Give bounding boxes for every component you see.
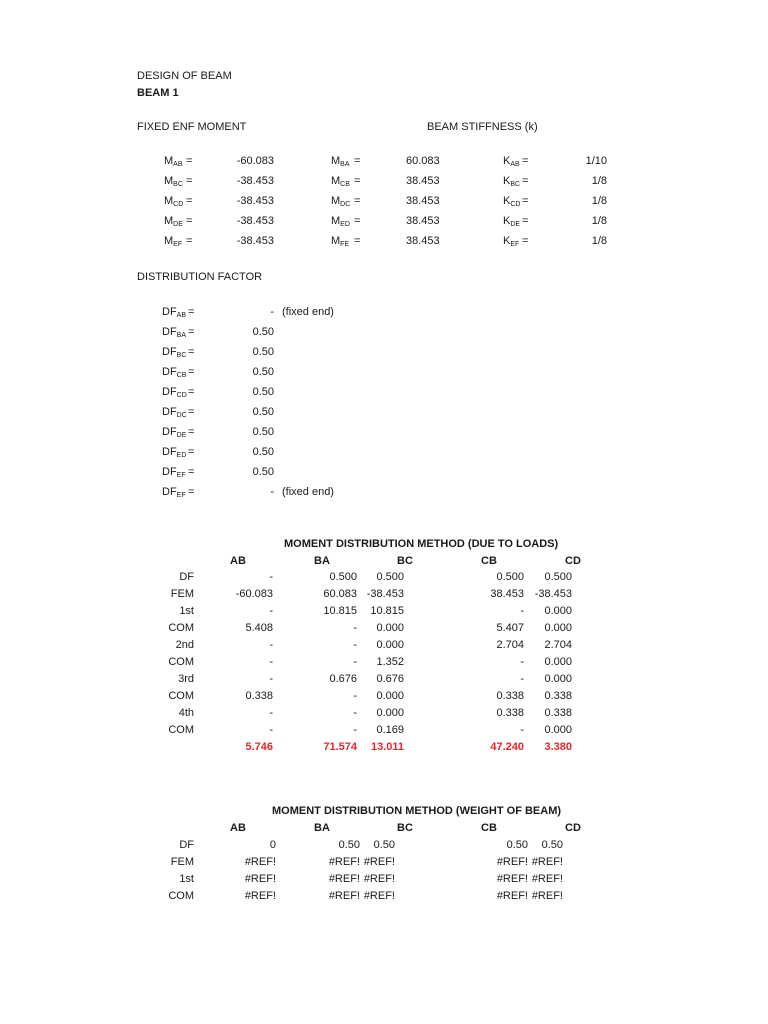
table-cell: 2.704 [544, 639, 572, 651]
table-cell: 5.407 [496, 622, 524, 634]
table-cell: -38.453 [366, 588, 404, 600]
stiffness-label: $K_{AB}$ [503, 155, 520, 168]
equals-sign: = [188, 326, 195, 338]
table-cell: - [520, 605, 524, 617]
stiffness-value: 1/8 [591, 175, 607, 187]
df-label: $DF_{AB}$ [162, 306, 187, 319]
fem-value: 38.453 [406, 235, 440, 247]
column-header: BA [314, 822, 330, 834]
equals-sign: = [188, 426, 195, 438]
table-cell: -60.083 [235, 588, 273, 600]
column-header: BC [397, 822, 413, 834]
table-cell: 0.000 [376, 690, 404, 702]
stiffness-value: 1/10 [585, 155, 607, 167]
table-cell: 0.000 [544, 673, 572, 685]
equals-sign: = [188, 446, 195, 458]
df-heading: DISTRIBUTION FACTOR [137, 271, 263, 283]
fem-label: $M_{ED}$ [331, 215, 350, 228]
table-cell: - [520, 724, 524, 736]
row-label: 4th [178, 707, 194, 719]
fem-value: -38.453 [236, 175, 274, 187]
equals-sign: = [186, 155, 193, 167]
row-label: COM [168, 724, 194, 736]
table-cell: - [353, 690, 357, 702]
table-cell: - [353, 656, 357, 668]
fem-value: 38.453 [406, 175, 440, 187]
fem-label: $M_{FE}$ [331, 235, 350, 248]
table-cell: 0.000 [376, 707, 404, 719]
table-cell: - [520, 673, 524, 685]
fem-label: $M_{BA}$ [331, 155, 350, 168]
table-cell: 0.676 [329, 673, 357, 685]
stiffness-value: 1/8 [591, 195, 607, 207]
df-label: $DF_{BC}$ [162, 346, 187, 359]
table-cell: #REF! [531, 873, 563, 885]
table-cell: - [269, 605, 273, 617]
df-note: (fixed end) [282, 486, 334, 498]
df-value: - [270, 486, 274, 498]
row-label: FEM [170, 856, 194, 868]
total-cell: 13.011 [370, 741, 404, 753]
table-cell: 0.000 [544, 622, 572, 634]
table-cell: #REF! [531, 890, 563, 902]
table-cell: - [269, 707, 273, 719]
equals-sign: = [354, 155, 361, 167]
df-value: 0.50 [252, 406, 274, 418]
table-cell: #REF! [244, 856, 276, 868]
equals-sign: = [354, 215, 361, 227]
table-cell: 0.50 [506, 839, 528, 851]
fem-value: 38.453 [406, 215, 440, 227]
table-cell: #REF! [496, 873, 528, 885]
df-value: 0.50 [252, 326, 274, 338]
mdm-loads-title: MOMENT DISTRIBUTION METHOD (DUE TO LOADS) [284, 538, 559, 550]
total-cell: 71.574 [323, 741, 357, 753]
equals-sign: = [186, 195, 193, 207]
df-value: 0.50 [252, 466, 274, 478]
df-value: 0.50 [252, 386, 274, 398]
row-label: DF [179, 839, 194, 851]
table-cell: - [353, 707, 357, 719]
table-cell: 0.000 [544, 605, 572, 617]
table-cell: 5.408 [245, 622, 273, 634]
df-value: 0.50 [252, 346, 274, 358]
fem-label: $M_{EF}$ [164, 235, 183, 248]
table-cell: #REF! [496, 890, 528, 902]
equals-sign: = [522, 155, 529, 167]
column-header: AB [230, 822, 246, 834]
table-cell: 0.500 [544, 571, 572, 583]
table-cell: 60.083 [323, 588, 357, 600]
row-label: FEM [170, 588, 194, 600]
fem-label: $M_{AB}$ [164, 155, 183, 168]
equals-sign: = [522, 215, 529, 227]
df-value: 0.50 [252, 366, 274, 378]
table-cell: 0.169 [376, 724, 404, 736]
table-cell: 0.000 [376, 622, 404, 634]
row-label: COM [168, 690, 194, 702]
fem-value: -38.453 [236, 235, 274, 247]
table-cell: 0.50 [373, 839, 395, 851]
table-cell: 0.500 [329, 571, 357, 583]
row-label: 3rd [178, 673, 194, 685]
mdm-weight-title: MOMENT DISTRIBUTION METHOD (WEIGHT OF BEAM) [272, 805, 562, 817]
fem-value: -38.453 [236, 215, 274, 227]
table-cell: 0.000 [376, 639, 404, 651]
table-cell: - [269, 673, 273, 685]
fem-label: $M_{DE}$ [164, 215, 183, 228]
equals-sign: = [188, 466, 195, 478]
df-label: $DF_{ED}$ [162, 446, 187, 459]
table-cell: - [353, 724, 357, 736]
total-cell: 47.240 [490, 741, 524, 753]
doc-subtitle: BEAM 1 [137, 87, 179, 99]
table-cell: 10.815 [370, 605, 404, 617]
table-cell: #REF! [328, 890, 360, 902]
table-cell: #REF! [496, 856, 528, 868]
table-cell: - [269, 724, 273, 736]
table-cell: 0.338 [496, 690, 524, 702]
table-cell: - [520, 656, 524, 668]
equals-sign: = [354, 235, 361, 247]
fem-label: $M_{DC}$ [331, 195, 351, 208]
table-cell: 0.676 [376, 673, 404, 685]
table-cell: #REF! [531, 856, 563, 868]
stiffness-label: $K_{DE}$ [503, 215, 521, 228]
table-cell: #REF! [363, 873, 395, 885]
df-label: $DF_{DC}$ [162, 406, 187, 419]
table-cell: 0.500 [376, 571, 404, 583]
stiffness-label: $K_{EF}$ [503, 235, 520, 248]
equals-sign: = [186, 175, 193, 187]
row-label: DF [179, 571, 194, 583]
table-cell: 0.338 [245, 690, 273, 702]
table-cell: 0.50 [541, 839, 563, 851]
total-cell: 3.380 [544, 741, 572, 753]
column-header: CD [565, 822, 581, 834]
df-label: $DF_{DE}$ [162, 426, 187, 439]
table-cell: 0.338 [544, 707, 572, 719]
column-header: BA [314, 555, 330, 567]
equals-sign: = [522, 195, 529, 207]
equals-sign: = [188, 346, 195, 358]
stiffness-heading: BEAM STIFFNESS (k) [427, 121, 538, 133]
fem-value: 60.083 [406, 155, 440, 167]
equals-sign: = [522, 175, 529, 187]
stiffness-label: $K_{BC}$ [503, 175, 521, 188]
table-cell: 10.815 [323, 605, 357, 617]
df-label: $DF_{CD}$ [162, 386, 187, 399]
df-label: $DF_{EF}$ [162, 486, 186, 499]
table-cell: 38.453 [490, 588, 524, 600]
fem-value: -38.453 [236, 195, 274, 207]
table-cell: 0.338 [496, 707, 524, 719]
row-label: COM [168, 656, 194, 668]
equals-sign: = [354, 175, 361, 187]
equals-sign: = [354, 195, 361, 207]
table-cell: #REF! [244, 873, 276, 885]
table-cell: 0.500 [496, 571, 524, 583]
column-header: CB [481, 555, 497, 567]
table-cell: - [353, 639, 357, 651]
row-label: 1st [179, 873, 194, 885]
df-label: $DF_{BA}$ [162, 326, 187, 339]
table-cell: #REF! [328, 873, 360, 885]
equals-sign: = [186, 215, 193, 227]
df-label: $DF_{CB}$ [162, 366, 187, 379]
row-label: 2nd [175, 639, 194, 651]
table-cell: 0.000 [544, 724, 572, 736]
stiffness-value: 1/8 [591, 235, 607, 247]
df-value: 0.50 [252, 446, 274, 458]
fem-label: $M_{CD}$ [164, 195, 184, 208]
equals-sign: = [188, 486, 195, 498]
doc-title: DESIGN OF BEAM [137, 70, 232, 82]
table-cell: #REF! [363, 890, 395, 902]
fem-value: -60.083 [236, 155, 274, 167]
fem-heading: FIXED ENF MOMENT [137, 121, 247, 133]
row-label: 1st [179, 605, 194, 617]
fem-label: $M_{BC}$ [164, 175, 183, 188]
table-cell: 0.50 [338, 839, 360, 851]
table-cell: 0.338 [544, 690, 572, 702]
stiffness-value: 1/8 [591, 215, 607, 227]
equals-sign: = [188, 306, 195, 318]
table-cell: -38.453 [534, 588, 572, 600]
equals-sign: = [522, 235, 529, 247]
df-note: (fixed end) [282, 306, 334, 318]
table-cell: #REF! [244, 890, 276, 902]
row-label: COM [168, 622, 194, 634]
fem-label: $M_{CB}$ [331, 175, 350, 188]
df-value: - [270, 306, 274, 318]
column-header: BC [397, 555, 413, 567]
table-cell: #REF! [328, 856, 360, 868]
df-label: $DF_{EF}$ [162, 466, 186, 479]
table-cell: - [353, 622, 357, 634]
df-value: 0.50 [252, 426, 274, 438]
column-header: CD [565, 555, 581, 567]
table-cell: 2.704 [496, 639, 524, 651]
equals-sign: = [186, 235, 193, 247]
total-cell: 5.746 [245, 741, 273, 753]
table-cell: - [269, 639, 273, 651]
row-label: COM [168, 890, 194, 902]
stiffness-label: $K_{CD}$ [503, 195, 521, 208]
table-cell: - [269, 656, 273, 668]
table-cell: 0.000 [544, 656, 572, 668]
equals-sign: = [188, 406, 195, 418]
equals-sign: = [188, 386, 195, 398]
table-cell: - [269, 571, 273, 583]
table-cell: #REF! [363, 856, 395, 868]
column-header: AB [230, 555, 246, 567]
fem-value: 38.453 [406, 195, 440, 207]
table-cell: 1.352 [376, 656, 404, 668]
column-header: CB [481, 822, 497, 834]
equals-sign: = [188, 366, 195, 378]
table-cell: 0 [269, 839, 276, 851]
